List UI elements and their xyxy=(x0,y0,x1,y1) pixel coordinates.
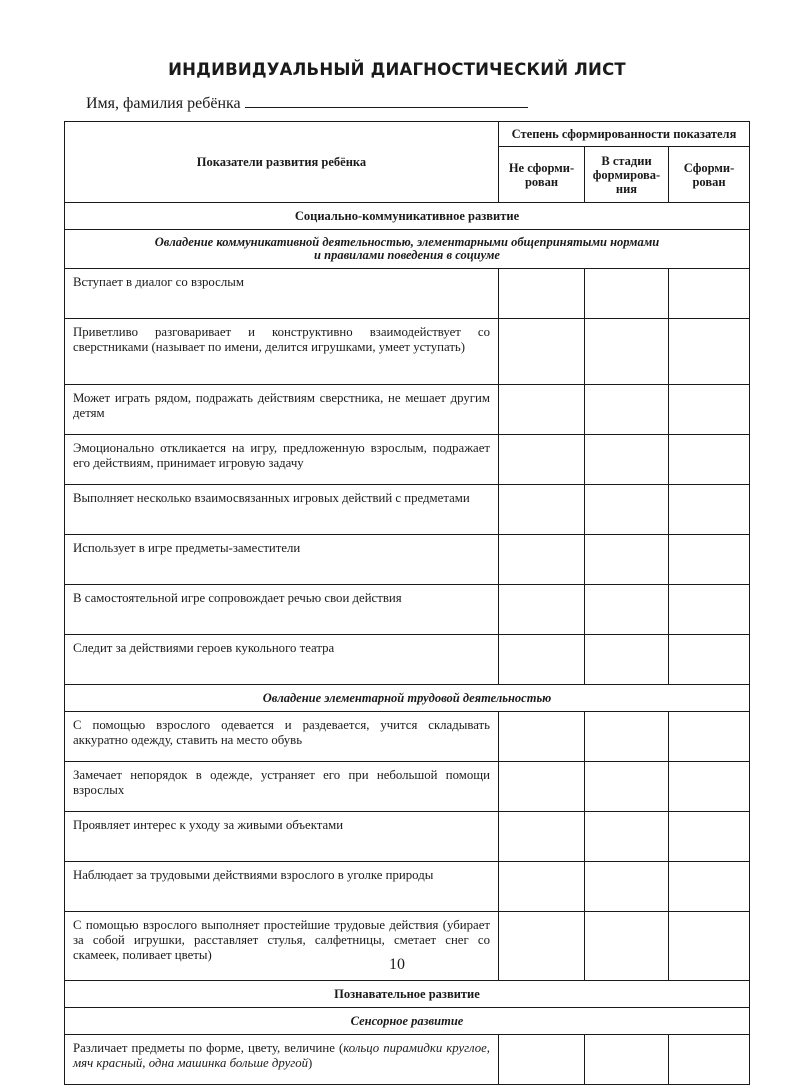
cell-not-formed[interactable] xyxy=(499,635,585,685)
cell-not-formed[interactable] xyxy=(499,385,585,435)
cell-formed[interactable] xyxy=(669,385,750,435)
header-forming xyxy=(585,147,669,203)
subsection-title-text: Овладение коммуникативной деятельностью, элементарными общепринятыми нормами и правилами поведения в социуме xyxy=(154,235,660,262)
cell-forming[interactable] xyxy=(585,385,669,435)
cell-formed[interactable] xyxy=(669,585,750,635)
table-row xyxy=(65,812,750,862)
indicator-text: Может играть рядом, подражать действиям сверстника, не мешает другим детям xyxy=(65,385,499,435)
table-row xyxy=(65,712,750,762)
indicator-text xyxy=(65,1035,499,1085)
cell-formed[interactable] xyxy=(669,712,750,762)
child-name-blank[interactable] xyxy=(245,92,528,108)
indicator-text: Проявляет интерес к уходу за живыми объектами xyxy=(65,812,499,862)
cell-forming[interactable] xyxy=(585,1035,669,1085)
cell-forming[interactable] xyxy=(585,535,669,585)
table-row xyxy=(65,269,750,319)
indicator-text: С помощью взрослого выполняет простейшие трудовые действия (убирает за собой игрушки, расставляет стулья, салфетницы, сметает снег со скамеек, поливает цветы) xyxy=(65,912,499,981)
indicator-text: Замечает непорядок в одежде, устраняет его при небольшой помощи взрослых xyxy=(65,762,499,812)
header-not-formed xyxy=(499,147,585,203)
section-title: Социально-коммуникативное развитие xyxy=(65,203,750,230)
subsection-title xyxy=(65,230,750,269)
cell-not-formed[interactable] xyxy=(499,485,585,535)
header-formed-label: Сформи- рован xyxy=(683,160,735,189)
table-row xyxy=(65,435,750,485)
header-not-formed-label: Не сформи- рован xyxy=(508,160,575,189)
header-formed xyxy=(669,147,750,203)
table-row xyxy=(65,485,750,535)
cell-formed[interactable] xyxy=(669,862,750,912)
cell-forming[interactable] xyxy=(585,435,669,485)
section-title: Познавательное развитие xyxy=(65,981,750,1008)
cell-formed[interactable] xyxy=(669,269,750,319)
cell-forming[interactable] xyxy=(585,585,669,635)
indicator-text-examples: кольцо пирамидки круглое, мяч красный, одна машинка больше другой xyxy=(73,1041,490,1070)
cell-forming[interactable] xyxy=(585,319,669,385)
cell-not-formed[interactable] xyxy=(499,712,585,762)
table-row xyxy=(65,585,750,635)
child-name-label: Имя, фамилия ребёнка xyxy=(86,95,241,112)
table-row xyxy=(65,762,750,812)
cell-formed[interactable] xyxy=(669,485,750,535)
cell-not-formed[interactable] xyxy=(499,762,585,812)
cell-not-formed[interactable] xyxy=(499,1035,585,1085)
subsection-title: Сенсорное развитие xyxy=(65,1008,750,1035)
table-row xyxy=(65,1035,750,1085)
cell-forming[interactable] xyxy=(585,712,669,762)
cell-not-formed[interactable] xyxy=(499,319,585,385)
table-row xyxy=(65,319,750,385)
cell-not-formed[interactable] xyxy=(499,269,585,319)
header-indicators: Показатели развития ребёнка xyxy=(65,122,499,203)
indicator-text: Использует в игре предметы-заместители xyxy=(65,535,499,585)
indicator-text-start: Различает предметы по форме, цвету, величине ( xyxy=(73,1041,344,1055)
indicator-text: Вступает в диалог со взрослым xyxy=(65,269,499,319)
cell-formed[interactable] xyxy=(669,762,750,812)
indicator-text: С помощью взрослого одевается и раздевается, учится складывать аккуратно одежду, ставить на место обувь xyxy=(65,712,499,762)
cell-not-formed[interactable] xyxy=(499,812,585,862)
indicator-text: В самостоятельной игре сопровождает речью свои действия xyxy=(65,585,499,635)
cell-forming[interactable] xyxy=(585,762,669,812)
header-degree: Степень сформированности показателя xyxy=(499,122,750,147)
indicator-text: Следит за действиями героев кукольного театра xyxy=(65,635,499,685)
table-row xyxy=(65,385,750,435)
diagnostic-table xyxy=(64,121,750,1085)
subsection-title: Овладение элементарной трудовой деятельностью xyxy=(65,685,750,712)
indicator-text: Выполняет несколько взаимосвязанных игровых действий с предметами xyxy=(65,485,499,535)
cell-forming[interactable] xyxy=(585,635,669,685)
indicator-text-end: ) xyxy=(308,1056,313,1070)
cell-not-formed[interactable] xyxy=(499,585,585,635)
table-row xyxy=(65,862,750,912)
page-title: ИНДИВИДУАЛЬНЫЙ ДИАГНОСТИЧЕСКИЙ ЛИСТ xyxy=(168,60,626,79)
indicator-text: Приветливо разговаривает и конструктивно взаимодействует со сверстниками (называет по имени, делится игрушками, умеет уступать) xyxy=(65,319,499,385)
cell-forming[interactable] xyxy=(585,812,669,862)
cell-formed[interactable] xyxy=(669,319,750,385)
cell-formed[interactable] xyxy=(669,812,750,862)
cell-forming[interactable] xyxy=(585,485,669,535)
cell-forming[interactable] xyxy=(585,269,669,319)
cell-formed[interactable] xyxy=(669,1035,750,1085)
indicator-text: Наблюдает за трудовыми действиями взрослого в уголке природы xyxy=(65,862,499,912)
cell-formed[interactable] xyxy=(669,535,750,585)
cell-forming[interactable] xyxy=(585,862,669,912)
cell-not-formed[interactable] xyxy=(499,862,585,912)
cell-formed[interactable] xyxy=(669,435,750,485)
table-row xyxy=(65,635,750,685)
cell-not-formed[interactable] xyxy=(499,535,585,585)
indicator-text: Эмоционально откликается на игру, предложенную взрослым, подражает его действиям, принимает игровую задачу xyxy=(65,435,499,485)
cell-formed[interactable] xyxy=(669,635,750,685)
child-name-line xyxy=(86,92,528,113)
cell-not-formed[interactable] xyxy=(499,435,585,485)
table-row xyxy=(65,535,750,585)
page-number: 10 xyxy=(389,956,405,973)
header-forming-label: В стадии формирова- ния xyxy=(592,153,661,196)
